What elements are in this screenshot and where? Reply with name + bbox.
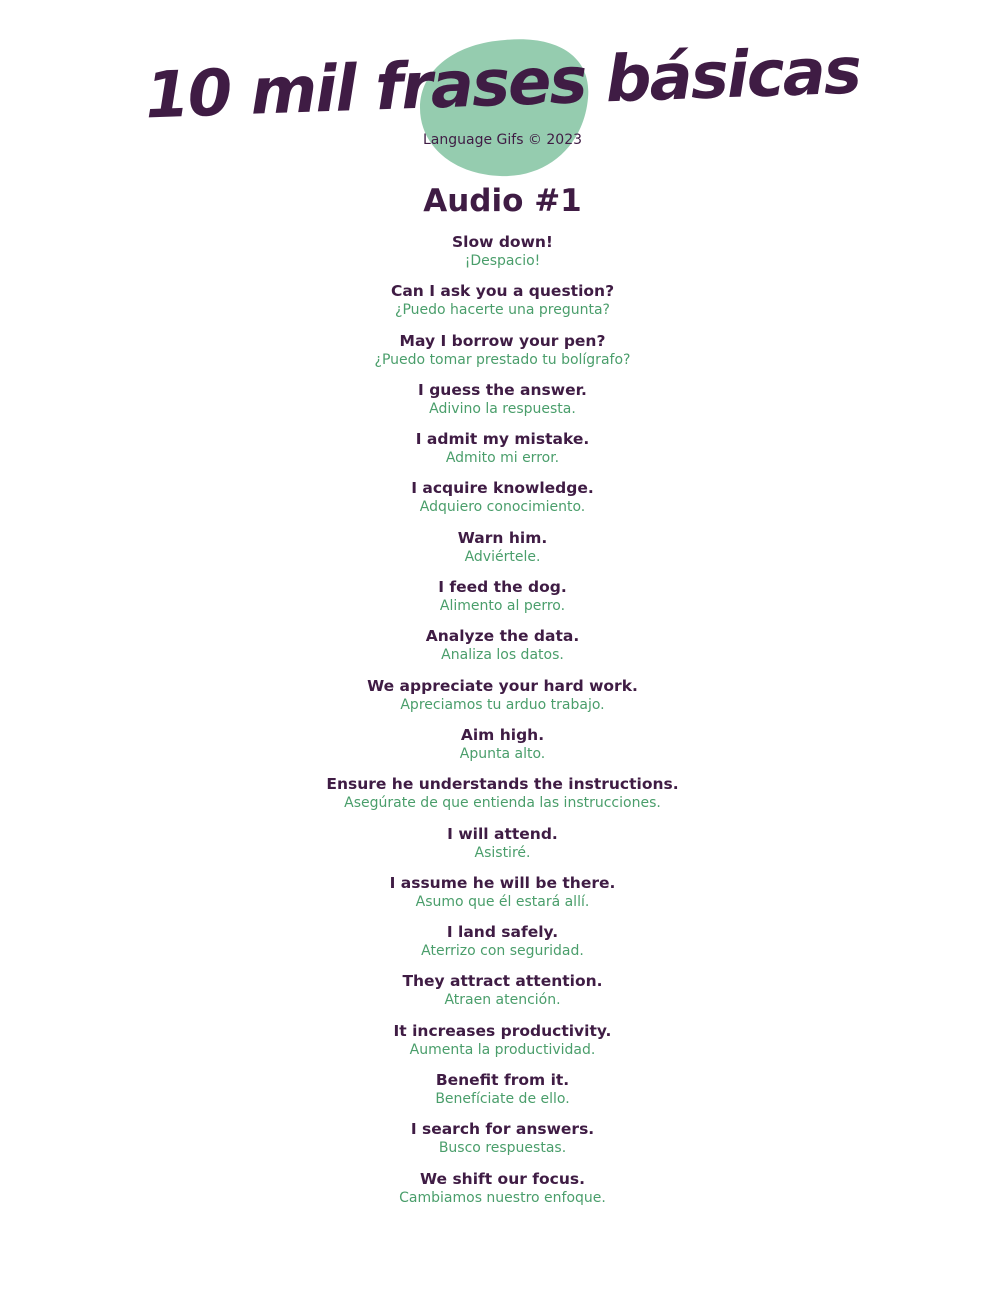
phrase-spanish: Cambiamos nuestro enfoque. (399, 1189, 606, 1206)
phrase-spanish: Asegúrate de que entienda las instrucciones. (344, 795, 661, 812)
copyright-subtitle: Language Gifs © 2023 (422, 132, 583, 148)
phrase-item (0, 380, 1005, 429)
phrase-item (0, 232, 1005, 281)
phrase-spanish: Asumo que él estará allí. (415, 893, 590, 910)
phrase-spanish: Apreciamos tu arduo trabajo. (400, 696, 605, 713)
phrase-list (0, 232, 1005, 1218)
phrase-english: I admit my mistake. (415, 430, 590, 449)
phrase-item (0, 725, 1005, 774)
phrase-english: Slow down! (451, 233, 553, 251)
phrase-english: I assume he will be there. (389, 873, 616, 892)
phrase-item (0, 626, 1005, 675)
phrase-english: I guess the answer. (418, 380, 587, 399)
phrase-item (0, 824, 1005, 873)
phrase-english: Ensure he understands the instructions. (326, 775, 679, 794)
page-title: 10 mil frases básicas (143, 34, 862, 134)
phrase-english: I acquire knowledge. (411, 479, 594, 498)
phrase-spanish: ¿Puedo tomar prestado tu bolígrafo? (374, 351, 631, 368)
phrase-spanish: Alimento al perro. (439, 598, 566, 615)
phrase-spanish: Atraen atención. (444, 992, 561, 1009)
phrase-item (0, 1119, 1005, 1168)
phrase-english: They attract attention. (402, 972, 603, 991)
phrase-english: I feed the dog. (438, 578, 567, 597)
phrase-english: Benefit from it. (435, 1071, 570, 1090)
phrase-english: I will attend. (447, 824, 558, 843)
phrase-spanish: Asistiré. (474, 844, 531, 861)
phrase-item (0, 577, 1005, 626)
phrase-spanish: Apunta alto. (459, 745, 546, 762)
phrase-item (0, 331, 1005, 380)
phrase-item (0, 774, 1005, 823)
phrase-spanish: Benefíciate de ello. (435, 1091, 570, 1108)
phrase-item (0, 1169, 1005, 1218)
phrase-item (0, 922, 1005, 971)
phrase-english: Can I ask you a question? (390, 282, 615, 301)
phrase-item (0, 1021, 1005, 1070)
phrase-item (0, 873, 1005, 922)
phrase-spanish: Adviértele. (464, 548, 541, 565)
phrase-english: Analyze the data. (425, 627, 580, 646)
phrase-item (0, 478, 1005, 527)
phrase-english: I land safely. (446, 923, 559, 942)
phrase-item (0, 1070, 1005, 1119)
phrase-spanish: Admito mi error. (445, 450, 560, 467)
phrase-english: We shift our focus. (419, 1169, 586, 1188)
phrase-item (0, 528, 1005, 577)
phrase-item (0, 281, 1005, 330)
phrase-english: I search for answers. (410, 1120, 595, 1139)
phrase-english: It increases productivity. (393, 1021, 612, 1040)
phrase-english: We appreciate your hard work. (367, 676, 638, 695)
phrase-item (0, 429, 1005, 478)
phrase-item (0, 971, 1005, 1020)
phrase-english: Aim high. (460, 725, 545, 744)
audio-heading: Audio #1 (423, 183, 582, 219)
phrase-spanish: Adquiero conocimiento. (419, 499, 586, 516)
phrase-spanish: Busco respuestas. (438, 1140, 567, 1157)
phrase-item (0, 676, 1005, 725)
phrase-english: May I borrow your pen? (399, 331, 606, 350)
phrase-spanish: ¡Despacio! (464, 253, 541, 269)
phrase-spanish: ¿Puedo hacerte una pregunta? (395, 302, 610, 319)
phrase-english: Warn him. (457, 528, 548, 547)
header (0, 0, 1005, 180)
phrase-spanish: Aumenta la productividad. (409, 1041, 596, 1058)
phrase-spanish: Aterrizo con seguridad. (421, 943, 584, 960)
phrase-spanish: Adivino la respuesta. (429, 400, 576, 417)
phrase-spanish: Analiza los datos. (441, 647, 564, 664)
